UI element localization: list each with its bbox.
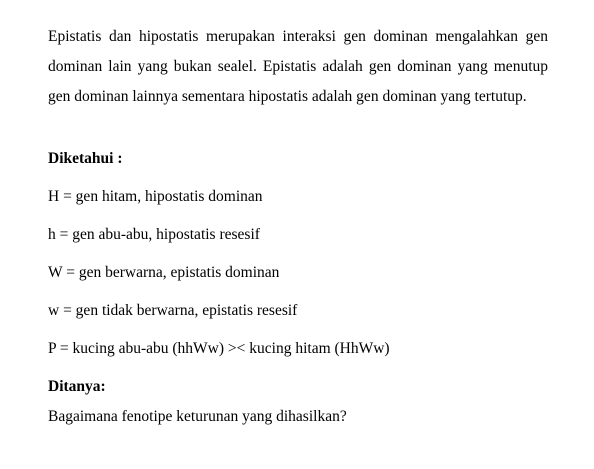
- known-item-w: w = gen tidak berwarna, epistatis resesif: [48, 302, 298, 319]
- question-text: Bagaimana fenotipe keturunan yang dihasilkan?: [48, 408, 347, 425]
- intro-paragraph: Epistatis dan hipostatis merupakan interaksi gen dominan mengalahkan gen dominan lain yang bukan sealel. Epistatis adalah gen dominan yang menutup gen dominan lainnya sementara hipostatis adalah gen dominan yang tertutup.: [48, 28, 548, 105]
- known-item-W: W = gen berwarna, epistatis dominan: [48, 264, 280, 281]
- known-item-h: h = gen abu-abu, hipostatis resesif: [48, 226, 260, 243]
- known-heading: Diketahui :: [48, 150, 123, 167]
- known-item-H: H = gen hitam, hipostatis dominan: [48, 188, 263, 205]
- known-item-parents: P = kucing abu-abu (hhWw) >< kucing hitam (HhWw): [48, 340, 390, 357]
- asked-heading: Ditanya:: [48, 378, 106, 395]
